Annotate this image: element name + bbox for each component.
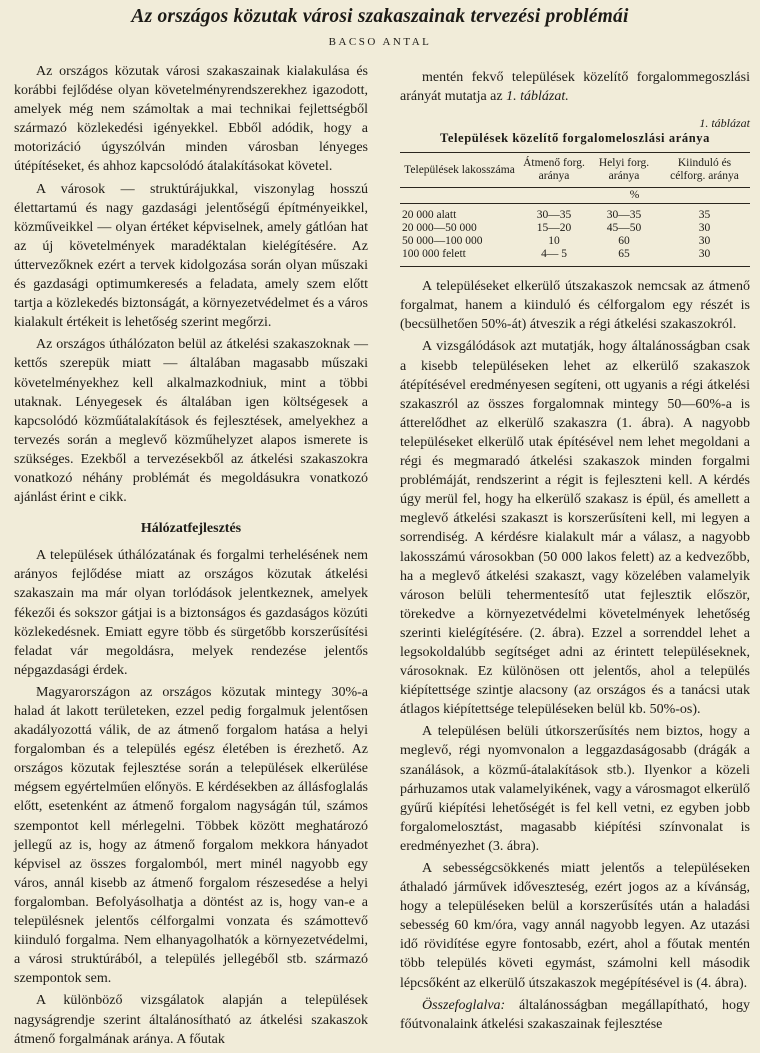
summary-paragraph — [400, 996, 750, 1034]
table-cell: 20 000—50 000 — [402, 222, 477, 235]
article-title: Az országos közutak városi szakaszainak tervezési problémái — [131, 6, 629, 27]
left-column — [14, 62, 368, 1052]
table-row — [400, 204, 750, 223]
column-header: Települések lakosszáma — [400, 153, 519, 188]
unit-label: % — [519, 188, 750, 204]
data-table — [400, 152, 750, 267]
paragraph: A települések úthálózatának és forgalmi terhelésének nem arányos fejlődése miatt az országos közutak átkelési szakaszain ma már olyan torlódások jelentkeznek, amelyek fékezői és sokszor gátjai is a biztonságos és gazdaságos közúti közlekedésnek. Emiatt egyre több és sürgetőbb korszerűsítési feladat vár megoldásra, melyek rendezése jelentős népgazdasági érdek. — [14, 548, 368, 678]
table-row — [400, 248, 750, 267]
table-row — [400, 235, 750, 248]
section-heading: Hálózatfejlesztés — [140, 521, 242, 537]
column-header: Átmenő forg. aránya — [519, 153, 589, 188]
intro-text: mentén fekvő települések közelítő forgalommegoszlási arányát mutatja az — [400, 70, 750, 105]
table-cell: 15—20 — [536, 222, 572, 235]
table-cell: 30 — [698, 235, 711, 248]
table-title: Települések közelítő forgalomeloszlási aránya — [440, 131, 710, 146]
paragraph: A településen belüli útkorszerűsítés nem biztos, hogy a meglevő, régi nyomvonalon a leggazdaságosabb (drágák a szanálások, a közmű-átalakítások stb.). Ilyenkor a közeli párhuzamos utak valamelyikének, vagy a városmagot elkerülő gyűrű kiépítési lehetőségét is fel kell vetni, ez egyben jobb forgalomelosztást, magasabb kiépítési színvonalat is eredményezhet (3. ábra). — [400, 724, 750, 854]
paragraph: Az országos úthálózaton belül az átkelési szakaszoknak — kettős szerepük miatt — általában magasabb műszaki követelményekhez kell alkalmazkodniuk, mint a többi utaknak. Lényegesek és általában igen költségesek a kapcsolódó közműátalakítások és fejlesztések, amelyekhez a tervezés során a meglevő közműhelyzet alapos ismerete is szükséges. Ezekből a tervezésekből az átkelési szakaszokra vonatkozó néhány problémát és megoldásukra vonatkozó ajánlást érint e cikk. — [14, 337, 368, 506]
table-cell: 30—35 — [606, 209, 642, 222]
column-header: Helyi forg. aránya — [589, 153, 659, 188]
table-cell: 45—50 — [606, 222, 642, 235]
table-cell: 30 — [659, 248, 750, 267]
paragraph: A vizsgálódások azt mutatják, hogy általánosságban csak a kisebb településeken lehet az elkerülő szakaszok átépítésével eredményesen segíteni, ott ugyanis a régi átkelési szakaszról az összes forgalomnak mintegy 50—60%-a is átterelődhet az elkerülő szakaszra (1. ábra). A nagyobb településeket elkerülő utak építésével nem lehet megoldani a régi és megmaradó átkelési szakaszok minden forgalmi problémáját, rendszerint a régit is fejleszteni kell. A kérdés úgy merül fel, hogy ha elkerülő szakasz is épül, és amellett a meglevő átkelési szakaszt is korszerűsíteni kell, mi legyen a sorrendiség. A kérdésre kialakult már a válasz, a nagyobb lakosszámú városokban (50 000 lakos felett) az a kedvezőbb, ha a meglevő átkelési szakaszt, vagy közelében valamelyik városon belüli tehermentesítő utat fejlesztik először, törekedve a környezetvédelmi követelmények lehetőség szerinti kielégítésére. (2. ábra). Ezzel a sorrenddel lehet a legsokoldalúbb segítséget adni az érintett településeknek, városoknak. Ez különösen ott jelentős, ahol a település kiépítettsége szintje alacsony (az országos és a tanácsi utak átlagos kiépítettsége településeken belül kb. 50%-os). — [400, 339, 750, 718]
table-cell: 50 000—100 000 — [402, 235, 483, 248]
table-cell: 100 000 felett — [400, 248, 519, 267]
table-row — [400, 222, 750, 235]
author-name: BACSO ANTAL — [328, 36, 432, 48]
table-cell: 10 — [548, 235, 560, 248]
column-header: Kiinduló és célforg. aránya — [659, 153, 750, 188]
paragraph: A különböző vizsgálatok alapján a települések nagyságrendje szerint általánosítható az átkelési szakaszok átmenő forgalmának aránya. A főutak — [14, 993, 368, 1047]
paragraph: Az országos közutak városi szakaszainak kialakulása és korábbi fejlődése olyan követelményrendszerekhez igazodott, amelyek még nem számoltak a mai technikai fejlettségből származó közlekedési igényekkel. Ebből adódik, hogy a motorizáció úgyszólván minden városban lényeges útépítéseket, és ahhoz kapcsolódó átalakításokat követel. — [14, 64, 368, 175]
paragraph: A településeket elkerülő útszakaszok nemcsak az átmenő forgalmat, hanem a kiinduló és célforgalom egy részét is (becsülhetően 50%-át) átveszik a régi átkelési szakaszokról. — [400, 279, 750, 333]
paragraph: Magyarországon az országos közutak mintegy 30%-a halad át lakott területeken, ezzel pedig forgalmuk jelentősen akadályozottá válik, de az átmenő forgalom hatása a helyi forgalomban és a település egész életében is érezhető. Az országos közutak fejlesztése során a települések elkerülése mégsem egyértelműen előnyös. E kérdésekben az állásfoglalás előtt, esetenként az átmenő forgalom nagyságán túl, számos szempontot kell mérlegelni. Többek között meghatározó jellegű az is, hogy az átmenő forgalom mekkora hányadot képvisel az összes forgalomból, mert minél nagyobb egy város, annál kisebb az átmenő forgalom részesedése a helyi forgalomban. Befolyásolhatja a döntést az is, hogy van-e a településnek jelentős célforgalmi vonzata és számottevő kiinduló forgalma. Nem elhanyagolhatók a környezetvédelmi, a városi struktúrából, a település jellegéből stb. származó szempontok sem. — [14, 684, 368, 987]
right-column — [400, 68, 750, 1037]
summary-text: általánosságban megállapítható, hogy főútvonalaink átkelési szakaszainak fejlesztése — [400, 997, 750, 1032]
table-cell: 60 — [618, 235, 630, 248]
paragraph: A sebességcsökkenés miatt jelentős a településeken áthaladó járművek időveszteség, ezért jogos az a kívánság, hogy a településeken belül a korszerűsítés után a haladási sebesség 60 km/óra, vagy annál nagyobb legyen. Az utazási idő rövidítése egyre fontosabb, ezért, ahol a főutak mentén több település követi egymást, számolni kell második lépcsőként az elkerülő útszakaszok megépítésével is (4. ábra). — [400, 861, 750, 991]
table-cell: 20 000 alatt — [402, 209, 457, 222]
table-header-row — [400, 153, 750, 188]
table-reference: 1. táblázat. — [506, 89, 569, 105]
table-cell: 35 — [698, 209, 711, 222]
summary-label: Összefoglalva: — [422, 997, 506, 1013]
unit-row — [400, 188, 750, 204]
paragraph: A városok — struktúrájukkal, viszonylag hosszú élettartamú és nagy gazdasági jelentőségű építményeikkel, közműveikkel — olyan értéket képviselnek, amely gátlóan hat az új követelmények maradéktalan kielégítésére. Az úttervezőknek ezért a tervek kidolgozása során olyan műszaki és gazdasági optimumkeresés a feladata, amely szem előtt tartja a közlekedés biztonságát, a környezetvédelmet és a város kialakult értékeit is lehetőség szerint megőrzi. — [14, 181, 368, 331]
table-cell: 30—35 — [536, 209, 572, 222]
table-cell: 65 — [589, 248, 659, 267]
table-cell: 4— 5 — [519, 248, 589, 267]
table-cell: 30 — [698, 222, 711, 235]
paragraph — [400, 68, 750, 106]
table-number: 1. táblázat — [699, 116, 750, 131]
